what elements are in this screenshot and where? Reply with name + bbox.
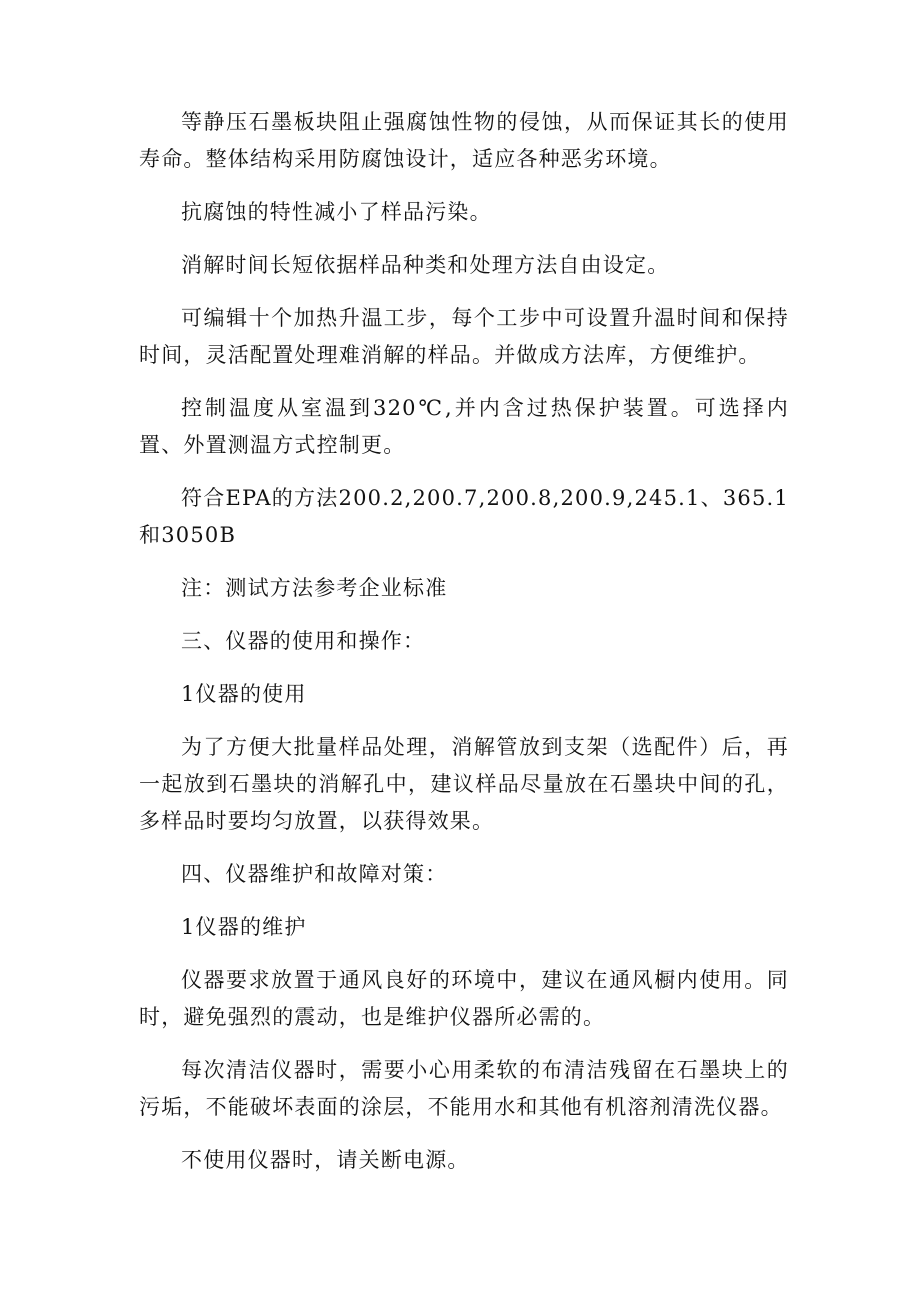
section-heading-usage: 三、仪器的使用和操作： bbox=[181, 629, 426, 653]
paragraph-epa-methods: 符合EPA的方法200.2,200.7,200.8,200.9,245.1、365.1和3050B bbox=[139, 486, 789, 547]
subheading-maintenance: 1仪器的维护 bbox=[181, 915, 307, 939]
document-body bbox=[139, 104, 789, 1195]
paragraph-digestion-time: 消解时间长短依据样品种类和处理方法自由设定。 bbox=[181, 253, 670, 277]
paragraph-cleaning: 每次清洁仪器时，需要小心用柔软的布清洁残留在石墨块上的污垢，不能破坏表面的涂层，不能用水和其他有机溶剂清洗仪器。 bbox=[139, 1058, 789, 1119]
paragraph-ventilation: 仪器要求放置于通风良好的环境中，建议在通风橱内使用。同时，避免强烈的震动，也是维护仪器所必需的。 bbox=[139, 968, 789, 1029]
paragraph-power-off: 不使用仪器时，请关断电源。 bbox=[181, 1148, 470, 1172]
paragraph-temperature-control: 控制温度从室温到320℃,并内含过热保护装置。可选择内置、外置测温方式控制更。 bbox=[139, 396, 789, 457]
paragraph-heating-steps: 可编辑十个加热升温工步，每个工步中可设置升温时间和保持时间，灵活配置处理难消解的样品。并做成方法库，方便维护。 bbox=[139, 306, 789, 367]
subheading-usage: 1仪器的使用 bbox=[181, 682, 307, 706]
paragraph-corrosion-resistance: 等静压石墨板块阻止强腐蚀性物的侵蚀，从而保证其长的使用寿命。整体结构采用防腐蚀设计，适应各种恶劣环境。 bbox=[139, 110, 789, 171]
section-heading-maintenance: 四、仪器维护和故障对策： bbox=[181, 862, 448, 886]
paragraph-batch-processing: 为了方便大批量样品处理，消解管放到支架（选配件）后，再一起放到石墨块的消解孔中，建议样品尽量放在石墨块中间的孔，多样品时要均匀放置，以获得效果。 bbox=[139, 735, 789, 833]
paragraph-sample-contamination: 抗腐蚀的特性减小了样品污染。 bbox=[181, 200, 492, 224]
paragraph-note: 注：测试方法参考企业标准 bbox=[181, 576, 448, 600]
